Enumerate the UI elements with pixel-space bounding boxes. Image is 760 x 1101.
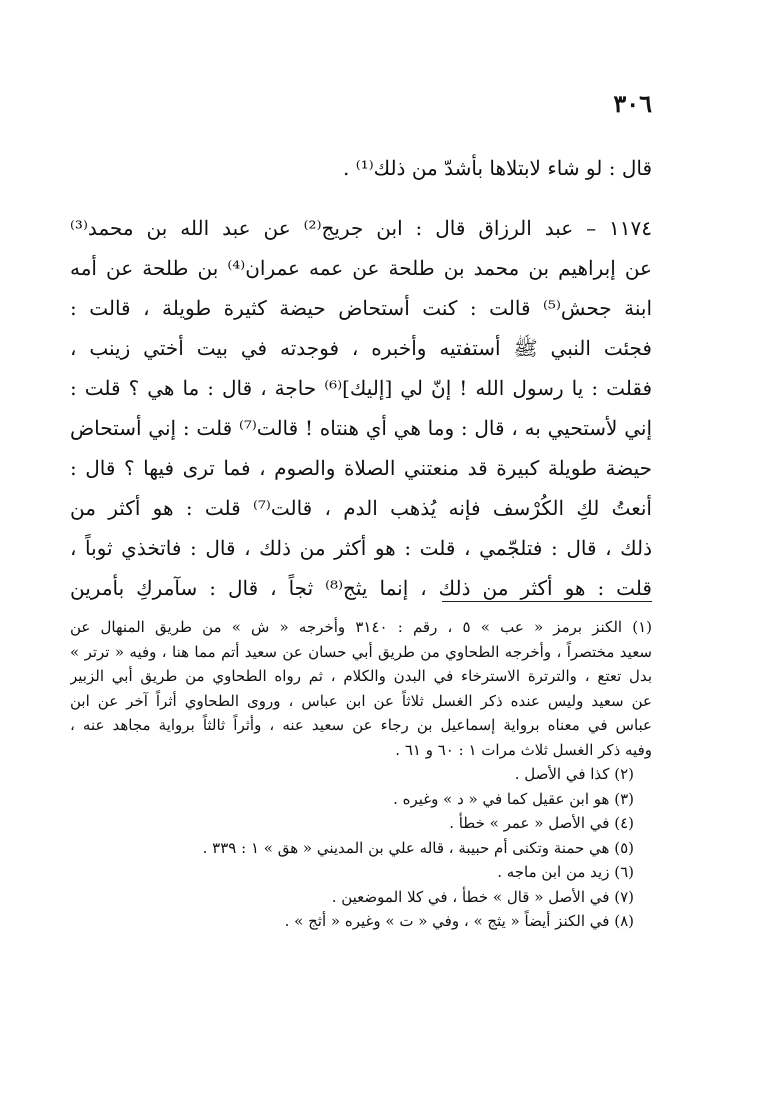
- paragraph-gap: [70, 188, 652, 208]
- footnote-line: (١) الكنز برمز « عب » ٥ ، رقم : ٣١٤٠ وأخرجه « ش » من طريق المنهال عن: [70, 618, 652, 636]
- footnote-5: (٥) هي حمنة وتكنى أم حبيبة ، قاله علي بن المديني « هق » ١ : ٣٣٩ .: [202, 838, 634, 857]
- footnote-6: (٦) زيد من ابن ماجه .: [497, 863, 634, 881]
- text-line: فقلت : يا رسول الله ! إنّ لي [إليك]⁽⁶⁾ حاجة ، قال : ما هي ؟ قلت :: [70, 376, 652, 400]
- text-line: ابنة جحش⁽⁵⁾ قالت : كنت أستحاض حيضة كثيرة طويلة ، قالت :: [70, 296, 652, 320]
- main-text: [70, 148, 652, 608]
- text-line: عن إبراهيم بن محمد بن طلحة عن عمه عمران⁽⁴⁾ بن طلحة عن أمه: [70, 256, 652, 280]
- text-line: ذلك ، قال : فتلجّمي ، قلت : هو أكثر من ذلك ، قال : فاتخذي ثوباً ،: [70, 536, 652, 560]
- text-line: أنعتُ لكِ الكُرْسف فإنه يُذهب الدم ، قالت⁽⁷⁾ قلت : هو أكثر من: [70, 496, 652, 520]
- footnote-4: (٤) في الأصل « عمر » خطأ .: [449, 814, 634, 832]
- footnote-8: (٨) في الكنز أيضاً « يثج » ، وفي « ت » وغيره « أثج » .: [284, 912, 634, 930]
- text-line: ١١٧٤ – عبد الرزاق قال : ابن جريج⁽²⁾ عن عبد الله بن محمد⁽³⁾: [70, 216, 652, 240]
- text-line: قال : لو شاء لابتلاها بأشدّ من ذلك⁽¹⁾ .: [343, 156, 652, 180]
- footnote-separator: [442, 601, 652, 602]
- footnote-line: عن سعيد وليس عنده ذكر الغسل ثلاثاً عن ابن عباس ، وروى الطحاوي أثراً آخر عن ابن: [70, 691, 652, 710]
- footnote-2: (٢) كذا في الأصل .: [514, 765, 634, 783]
- footnote-3: (٣) هو ابن عقيل كما في « د » وغيره .: [393, 789, 634, 808]
- footnote-line: بدل تعتع ، والترترة الاسترخاء في البدن والكلام ، ثم رواه الطحاوي من طريق أبي الزبير: [70, 667, 652, 685]
- page-number: ٣٠٦: [613, 89, 652, 118]
- text-line: قلت : هو أكثر من ذلك ، إنما يثج⁽⁸⁾ ثجاً ، قال : سآمركِ بأمرين: [70, 576, 652, 600]
- footnote-line: وفيه ذكر الغسل ثلاث مرات ١ : ٦٠ و ٦١ .: [395, 740, 652, 759]
- book-page: [70, 0, 652, 1101]
- text-line: فجئت النبي ﷺ أستفتيه وأخبره ، فوجدته في بيت أختي زينب ،: [70, 336, 652, 360]
- footnotes: [70, 615, 652, 934]
- text-line: حيضة طويلة كبيرة قد منعتني الصلاة والصوم ، فما ترى فيها ؟ قال :: [70, 456, 652, 480]
- text-line: إني لأستحيي به ، قال : وما هي أي هنتاه ! قالت⁽⁷⁾ قلت : إني أستحاض: [70, 416, 652, 440]
- footnote-7: (٧) في الأصل « قال » خطأ ، في كلا الموضعين .: [331, 887, 634, 906]
- footnote-line: عباس في معناه برواية إسماعيل بن رجاء عن سعيد عنه ، وأثراً ثالثاً برواية مجاهد عنه ،: [70, 716, 652, 734]
- footnote-line: سعيد مختصراً ، وأخرجه الطحاوي من طريق أبي حسان عن سعيد أتم مما هنا ، وفيه « ترتر »: [70, 642, 652, 661]
